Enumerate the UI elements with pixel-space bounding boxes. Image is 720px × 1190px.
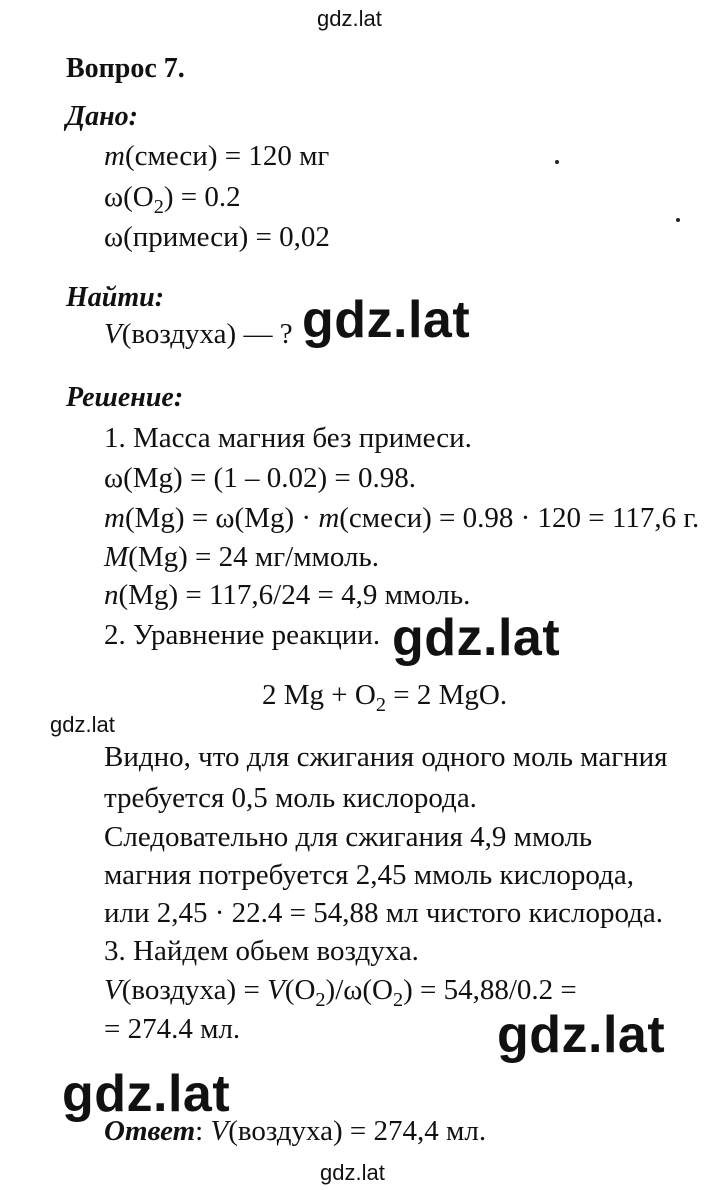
answer-line: Ответ: V(воздуха) = 274,4 мл. bbox=[104, 1115, 487, 1147]
mass-mg-line: m(Mg) = ω(Mg) · m(смеси) = 0.98 · 120 = 117,6 г. bbox=[104, 502, 700, 534]
omega-mg-line: ω(Mg) = (1 – 0.02) = 0.98. bbox=[104, 462, 416, 494]
watermark-large-3: gdz.lat bbox=[497, 1006, 666, 1064]
step2-title: 2. Уравнение реакции. bbox=[104, 619, 381, 651]
explanation-line-5: или 2,45 · 22.4 = 54,88 мл чистого кислорода. bbox=[104, 897, 664, 929]
air-volume-result: = 274.4 мл. bbox=[104, 1013, 241, 1045]
molar-mass-mg-line: M(Mg) = 24 мг/ммоль. bbox=[104, 541, 379, 573]
given-mass-line: m(смеси) = 120 мг bbox=[104, 140, 330, 172]
watermark-large-2: gdz.lat bbox=[392, 609, 561, 667]
watermark-top: gdz.lat bbox=[317, 6, 382, 31]
step3-title: 3. Найдем обьем воздуха. bbox=[104, 935, 419, 967]
scan-dot bbox=[676, 218, 680, 222]
air-volume-formula: V(воздуха) = $V(O_2)/\omega(O_2) = 54,88/0.2$ = bbox=[104, 974, 577, 1012]
given-heading: Дано: bbox=[66, 101, 138, 132]
explanation-line-1: Видно, что для сжигания одного моль магния bbox=[104, 741, 668, 773]
watermark-large-1: gdz.lat bbox=[302, 291, 471, 349]
find-line: V(воздуха) — ? bbox=[104, 318, 293, 350]
watermark-bottom: gdz.lat bbox=[320, 1160, 385, 1185]
given-omega-impurity-line: ω(примеси) = 0,02 bbox=[104, 221, 330, 253]
explanation-line-2: требуется 0,5 моль кислорода. bbox=[104, 782, 477, 814]
scan-dot bbox=[555, 160, 559, 164]
find-heading: Найти: bbox=[66, 282, 165, 313]
reaction-equation: 2 $Mg + O_2 = 2$ MgO. bbox=[262, 679, 508, 717]
solution-heading: Решение: bbox=[66, 382, 184, 413]
explanation-line-4: магния потребуется 2,45 ммоль кислорода, bbox=[104, 859, 634, 891]
moles-mg-line: n(Mg) = 117,6/24 = 4,9 ммоль. bbox=[104, 579, 471, 611]
watermark-large-4: gdz.lat bbox=[62, 1065, 231, 1123]
watermark-left: gdz.lat bbox=[50, 712, 115, 737]
question-title: Вопрос 7. bbox=[66, 53, 185, 84]
step1-title: 1. Масса магния без примеси. bbox=[104, 422, 472, 454]
given-omega-o2-line: $\omega(O_2) = 0.2$ bbox=[104, 181, 241, 219]
explanation-line-3: Следовательно для сжигания 4,9 ммоль bbox=[104, 821, 593, 853]
